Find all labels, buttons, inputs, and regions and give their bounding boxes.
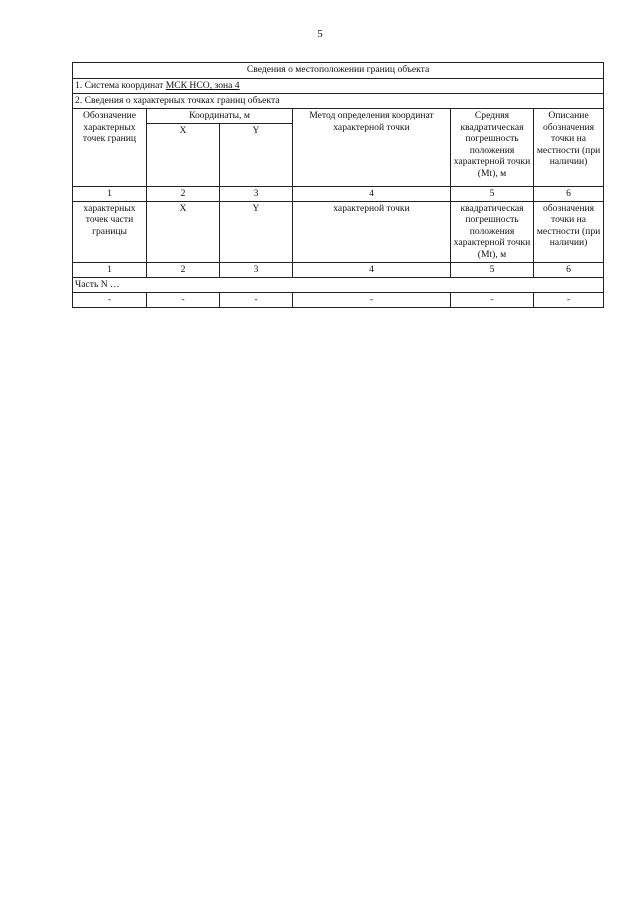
header-description: Описание обозначения точки на местности (при наличии) [534, 109, 604, 187]
col-number-cell: 3 [220, 186, 293, 201]
header-accuracy: Средняя квадратическая погрешность положения характерной точки (Mt), м [451, 109, 534, 187]
header-designation: Обозначение характерных точек границ [73, 109, 147, 187]
part-cell: - [293, 292, 451, 307]
coordinate-system-value: МСК НСО, зона 4 [165, 80, 240, 91]
col-number-cell: 1 [73, 262, 147, 277]
header-coordinates: Координаты, м [147, 109, 293, 124]
col-number-cell: 1 [73, 186, 147, 201]
col-number-cell: 2 [147, 186, 220, 201]
part-cell: - [147, 292, 220, 307]
col-number-cell: 2 [147, 262, 220, 277]
header-method: Метод определения координат характерной точки [293, 109, 451, 187]
part-label: Часть N … [73, 277, 604, 292]
repeat-header-x: X [147, 201, 220, 262]
col-number-cell: 6 [534, 186, 604, 201]
col-number-cell: 5 [451, 186, 534, 201]
coordinate-system-row [73, 79, 604, 94]
repeat-header-accuracy: квадратическая погрешность положения характерной точки (Mt), м [451, 201, 534, 262]
header-x: X [147, 123, 220, 186]
repeat-header-method: характерной точки [293, 201, 451, 262]
repeat-header-description: обозначения точки на местности (при наличии) [534, 201, 604, 262]
part-cell: - [73, 292, 147, 307]
col-number-cell: 3 [220, 262, 293, 277]
points-section-title: 2. Сведения о характерных точках границ объекта [73, 94, 604, 109]
table-title: Сведения о местоположении границ объекта [73, 63, 604, 79]
header-y: Y [220, 123, 293, 186]
part-cell: - [451, 292, 534, 307]
boundary-table [72, 62, 604, 308]
repeat-header-designation: характерных точек части границы [73, 201, 147, 262]
col-number-cell: 4 [293, 262, 451, 277]
repeat-header-y: Y [220, 201, 293, 262]
part-cell: - [534, 292, 604, 307]
part-cell: - [220, 292, 293, 307]
col-number-cell: 6 [534, 262, 604, 277]
coordinate-system-label: 1. Система координат [75, 80, 164, 91]
col-number-cell: 5 [451, 262, 534, 277]
page-number: 5 [317, 28, 323, 40]
col-number-cell: 4 [293, 186, 451, 201]
